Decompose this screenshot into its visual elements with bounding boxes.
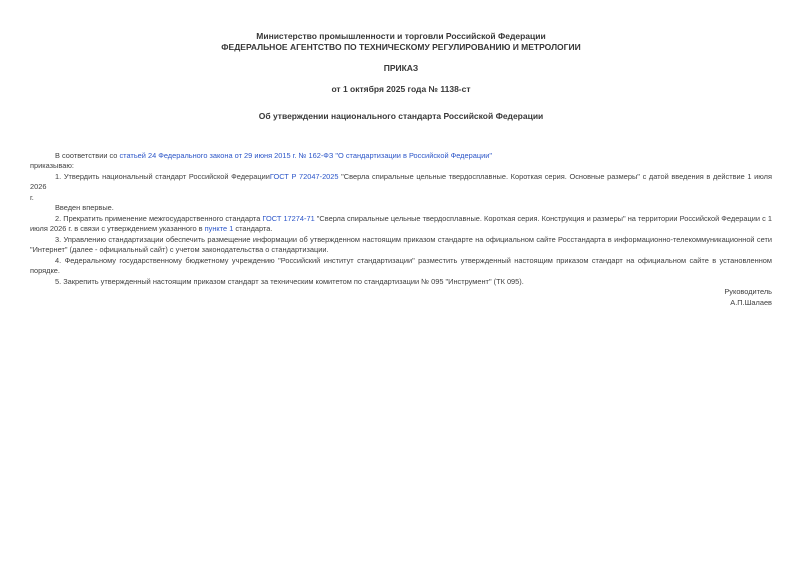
text-run: В соответствии со — [55, 150, 120, 160]
text-run: 2. Прекратить применение межгосударственного стандарта — [55, 213, 263, 223]
signature-position: Руководитель — [724, 287, 772, 296]
text-run: 5. Закрепить утвержденный настоящим приказом стандарт за техническим комитетом по стандартизации № 095 "Инструмент" (ТК 095). — [55, 276, 524, 286]
text-run: "Сверла спиральные цельные твердосплавные. Короткая серия. Основные размеры" с датой введения в действие 1 июля 2026 — [30, 171, 772, 191]
text-run: приказываю: — [30, 161, 74, 170]
gost-17274-link[interactable]: ГОСТ 17274-71 — [262, 213, 315, 223]
paragraph — [30, 235, 772, 256]
paragraph — [30, 151, 772, 162]
paragraph — [30, 161, 772, 172]
document-type-title: ПРИКАЗ — [383, 63, 419, 73]
paragraph — [30, 277, 772, 288]
document-body — [30, 151, 772, 288]
signature-block — [30, 287, 772, 308]
text-run: Введен впервые. — [55, 203, 114, 212]
paragraph — [30, 193, 772, 204]
agency-name: ФЕДЕРАЛЬНОЕ АГЕНТСТВО ПО ТЕХНИЧЕСКОМУ РЕГУЛИРОВАНИЮ И МЕТРОЛОГИИ — [221, 41, 581, 52]
paragraph — [30, 172, 772, 193]
text-run: г. — [30, 192, 34, 202]
ministry-name: Министерство промышленности и торговли Российской Федерации — [256, 31, 546, 41]
signature-name: А.П.Шалаев — [730, 297, 772, 307]
text-run: 4. Федеральному государственному бюджетному учреждению "Российский институт стандартизации" разместить утвержденный настоящим приказом стандарт на официальном сайте в установленном порядке. — [30, 255, 772, 275]
document-header — [30, 31, 772, 122]
paragraph — [30, 256, 772, 277]
gost-r-72047-link[interactable]: ГОСТ Р 72047-2025 — [269, 171, 339, 181]
text-run: стандарта. — [233, 224, 273, 233]
paragraph — [30, 203, 772, 214]
punkt-1-link[interactable]: пункте 1 — [204, 224, 234, 233]
text-run: 3. Управлению стандартизации обеспечить размещение информации об утвержденном настоящим приказом стандарте на официальном сайте Росстандарта в информационно-телекоммуникационной сети "Интернет" (далее - официальный сайт) с учетом законодательства о стандартизации. — [30, 234, 772, 254]
text-run: "Сверла спиральные цельные твердосплавные. Короткая серия. Конструкция и размеры" на территории Российской Федерации с 1 июля 2026 г. в связи с утверждением указанного в — [30, 213, 772, 233]
text-run: 1. Утвердить национальный стандарт Российской Федерации — [55, 171, 270, 181]
law-article-link[interactable]: статьей 24 Федерального закона от 29 июня 2015 г. № 162-ФЗ "О стандартизации в Российской Федерации" — [119, 150, 492, 160]
document-date-number: от 1 октября 2025 года № 1138-ст — [331, 83, 471, 94]
document-subject: Об утверждении национального стандарта Российской Федерации — [258, 111, 544, 121]
paragraph — [30, 214, 772, 235]
